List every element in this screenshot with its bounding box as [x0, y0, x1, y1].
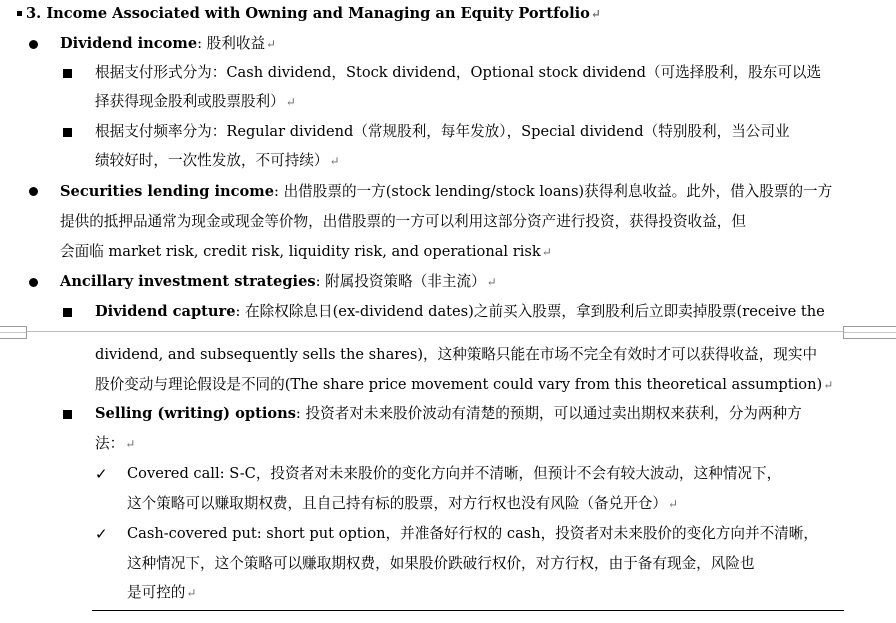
option-cash-covered-put-line2: 这种情况下，这个策略可以赚取期权费，如果股价跌破行权价，对方行权，由于备有现金，风险也: [127, 555, 755, 572]
subitem-selling-options-line2: 法：↵: [95, 435, 136, 452]
option-covered-call-line2: 这个策略可以赚取期权费，且自己持有标的股票，对方行权也没有风险（备兑开仓）↵: [127, 495, 679, 512]
bullet-square-icon: [63, 128, 72, 137]
subitem-dividend-capture-line3: 股价变动与理论假设是不同的(The share price movement could vary from this theoretical assumption)↵: [95, 376, 834, 393]
item-securities-lending-line2: 提供的抵押品通常为现金或现金等价物，出借股票的一方可以利用这部分资产进行投资，获得投资收益，但: [60, 213, 746, 230]
subitem-payment-form-line1: 根据支付形式分为：Cash dividend，Stock dividend，Optional stock dividend（可选择股利，股东可以选: [95, 64, 822, 81]
item-dividend-income: Dividend income: 股利收益↵: [60, 35, 277, 52]
option-cash-covered-put-line1: Cash-covered put: short put option，并准备好行权的 cash，投资者对未来股价的变化方向并不清晰，: [127, 525, 818, 542]
subitem-selling-options-line1: Selling (writing) options: 投资者对未来股价波动有清楚的预期，可以通过卖出期权来获利，分为两种方: [95, 405, 802, 422]
checkmark-icon: ✓: [95, 525, 108, 543]
item-securities-lending-line3: 会面临 market risk, credit risk, liquidity risk, and operational risk↵: [60, 243, 552, 260]
subitem-payment-frequency-line1: 根据支付频率分为：Regular dividend（常规股利，每年发放），Special dividend（特别股利，当公司业: [95, 123, 790, 140]
heading-list-marker: [17, 11, 22, 16]
section-heading: 3. Income Associated with Owning and Managing an Equity Portfolio↵: [26, 5, 601, 22]
bullet-dot-icon: [29, 187, 38, 196]
subitem-payment-form-line2: 择获得现金股利或股票股利）↵: [95, 93, 296, 110]
item-ancillary-strategies: Ancillary investment strategies: 附属投资策略（非主流）↵: [60, 273, 497, 290]
page-break-marker-right: [843, 326, 896, 339]
subitem-dividend-capture-line2: dividend, and subsequently sells the shares)，这种策略只能在市场不完全有效时才可以获得收益，现实中: [95, 346, 818, 363]
option-cash-covered-put-line3: 是可控的↵: [127, 584, 197, 601]
footnote-rule: [92, 610, 844, 611]
checkmark-icon: ✓: [95, 465, 108, 483]
bullet-square-icon: [63, 69, 72, 78]
page-break-marker-left: [0, 326, 27, 339]
bullet-dot-icon: [29, 278, 38, 287]
subitem-payment-frequency-line2: 绩较好时，一次性发放，不可持续）↵: [95, 152, 340, 169]
subitem-dividend-capture-line1: Dividend capture: 在除权除息日(ex-dividend dates)之前买入股票，拿到股利后立即卖掉股票(receive the: [95, 303, 825, 320]
truncated-next-line: [30, 617, 550, 623]
option-covered-call-line1: Covered call: S-C，投资者对未来股价的变化方向并不清晰，但预计不会有较大波动，这种情况下，: [127, 465, 782, 482]
bullet-dot-icon: [29, 40, 38, 49]
bullet-square-icon: [63, 308, 72, 317]
page-break-line: [27, 331, 843, 332]
item-securities-lending-line1: Securities lending income: 出借股票的一方(stock lending/stock loans)获得利息收益。此外，借入股票的一方: [60, 183, 833, 200]
bullet-square-icon: [63, 410, 72, 419]
